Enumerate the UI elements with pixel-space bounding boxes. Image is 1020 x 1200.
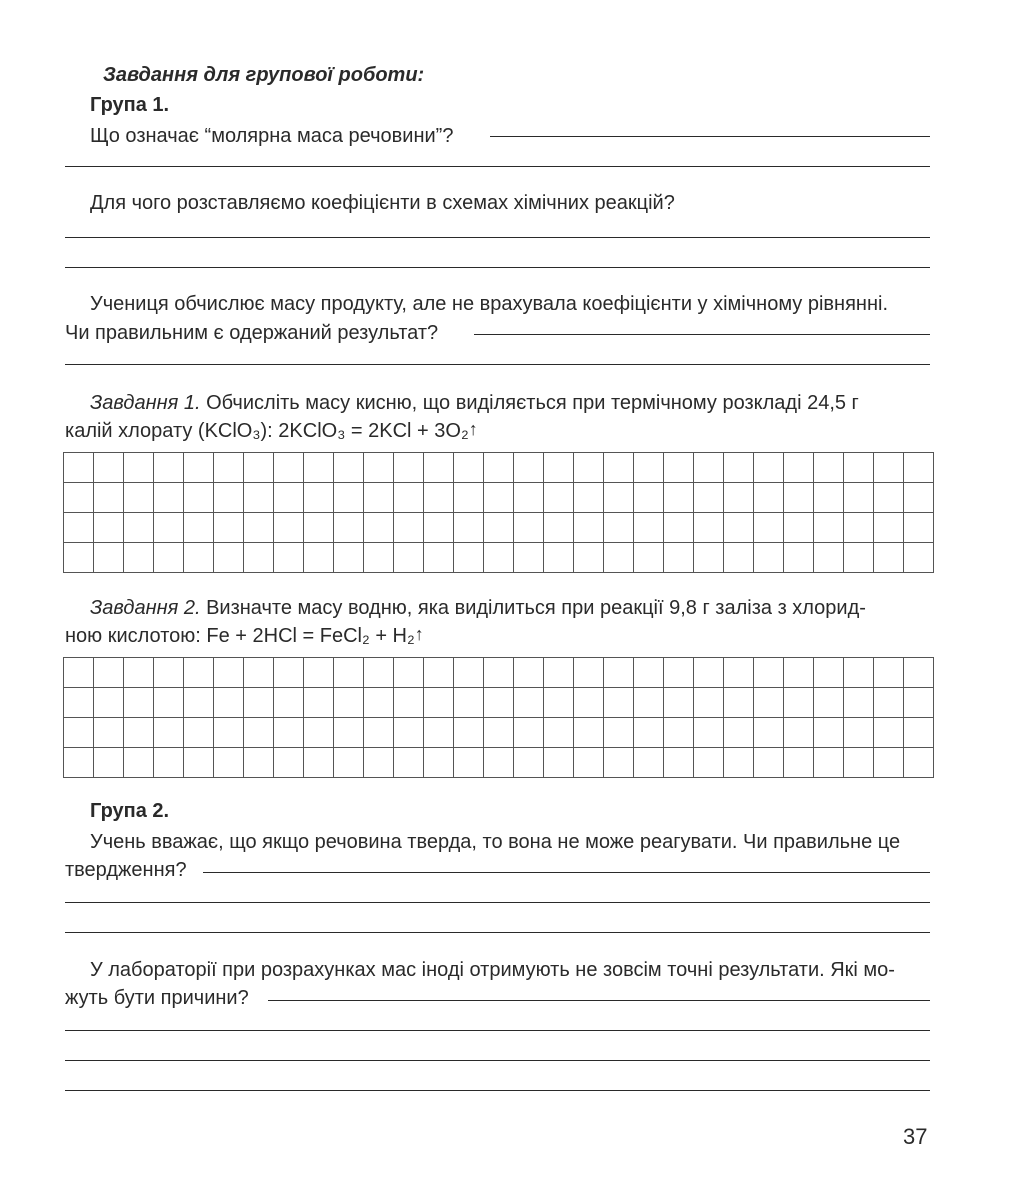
group2-title: Група 2. <box>90 800 170 822</box>
answer-line[interactable] <box>65 166 930 167</box>
group1-question1: Що означає “молярна маса речовини”? <box>90 125 454 147</box>
group2-question1-line1: Учень вважає, що якщо речовина тверда, то вона не може реагувати. Чи правильне це <box>90 831 901 853</box>
task1-equation: калій хлорату (KClO₃): 2KClO₃ = 2KCl + 3O₂ <box>65 420 469 442</box>
group1-question3-line1: Учениця обчислює масу продукту, але не врахувала коефіцієнти у хімічному рівнянні. <box>90 293 889 315</box>
task1-answer-grid[interactable] <box>63 452 934 573</box>
group2-question2-line2: жуть бути причини? <box>65 987 249 1009</box>
group2-question2-line1: У лабораторії при розрахунках мас іноді отримують не зовсім точні результати. Які мо- <box>90 959 895 981</box>
task2-equation: ною кислотою: Fe + 2HCl = FeCl₂ + H₂ <box>65 625 415 647</box>
gas-arrow-icon: ↑ <box>468 419 478 439</box>
answer-line[interactable] <box>65 1060 930 1061</box>
group1-title: Група 1. <box>90 94 170 116</box>
group2-question1-line2: твердження? <box>65 859 187 881</box>
task1-label: Завдання 1. <box>90 392 201 414</box>
task2-line2 <box>65 623 424 649</box>
task1-line1 <box>90 390 930 416</box>
task1-line2 <box>65 418 478 444</box>
gas-arrow-icon: ↑ <box>414 624 424 644</box>
page-number: 37 <box>903 1124 928 1149</box>
answer-line[interactable] <box>65 1030 930 1031</box>
task2-text: Визначте масу водню, яка виділиться при реакції 9,8 г заліза з хлорид- <box>206 597 866 619</box>
answer-line[interactable] <box>65 1090 930 1091</box>
task1-text: Обчисліть масу кисню, що виділяється при термічному розкладі 24,5 г <box>206 392 859 414</box>
group1-question3-line2: Чи правильним є одержаний результат? <box>65 322 439 344</box>
answer-line[interactable] <box>203 872 930 873</box>
section-title: Завдання для групової роботи: <box>103 64 425 86</box>
group1-question2: Для чого розставляємо коефіцієнти в схемах хімічних реакцій? <box>90 192 675 214</box>
answer-line[interactable] <box>268 1000 930 1001</box>
answer-line[interactable] <box>65 364 930 365</box>
task2-answer-grid[interactable] <box>63 657 934 778</box>
task2-line1 <box>90 595 866 621</box>
answer-line[interactable] <box>65 902 930 903</box>
answer-line[interactable] <box>65 267 930 268</box>
answer-line[interactable] <box>490 136 930 137</box>
answer-line[interactable] <box>65 237 930 238</box>
answer-line[interactable] <box>474 334 930 335</box>
answer-line[interactable] <box>65 932 930 933</box>
task2-label: Завдання 2. <box>90 597 201 619</box>
